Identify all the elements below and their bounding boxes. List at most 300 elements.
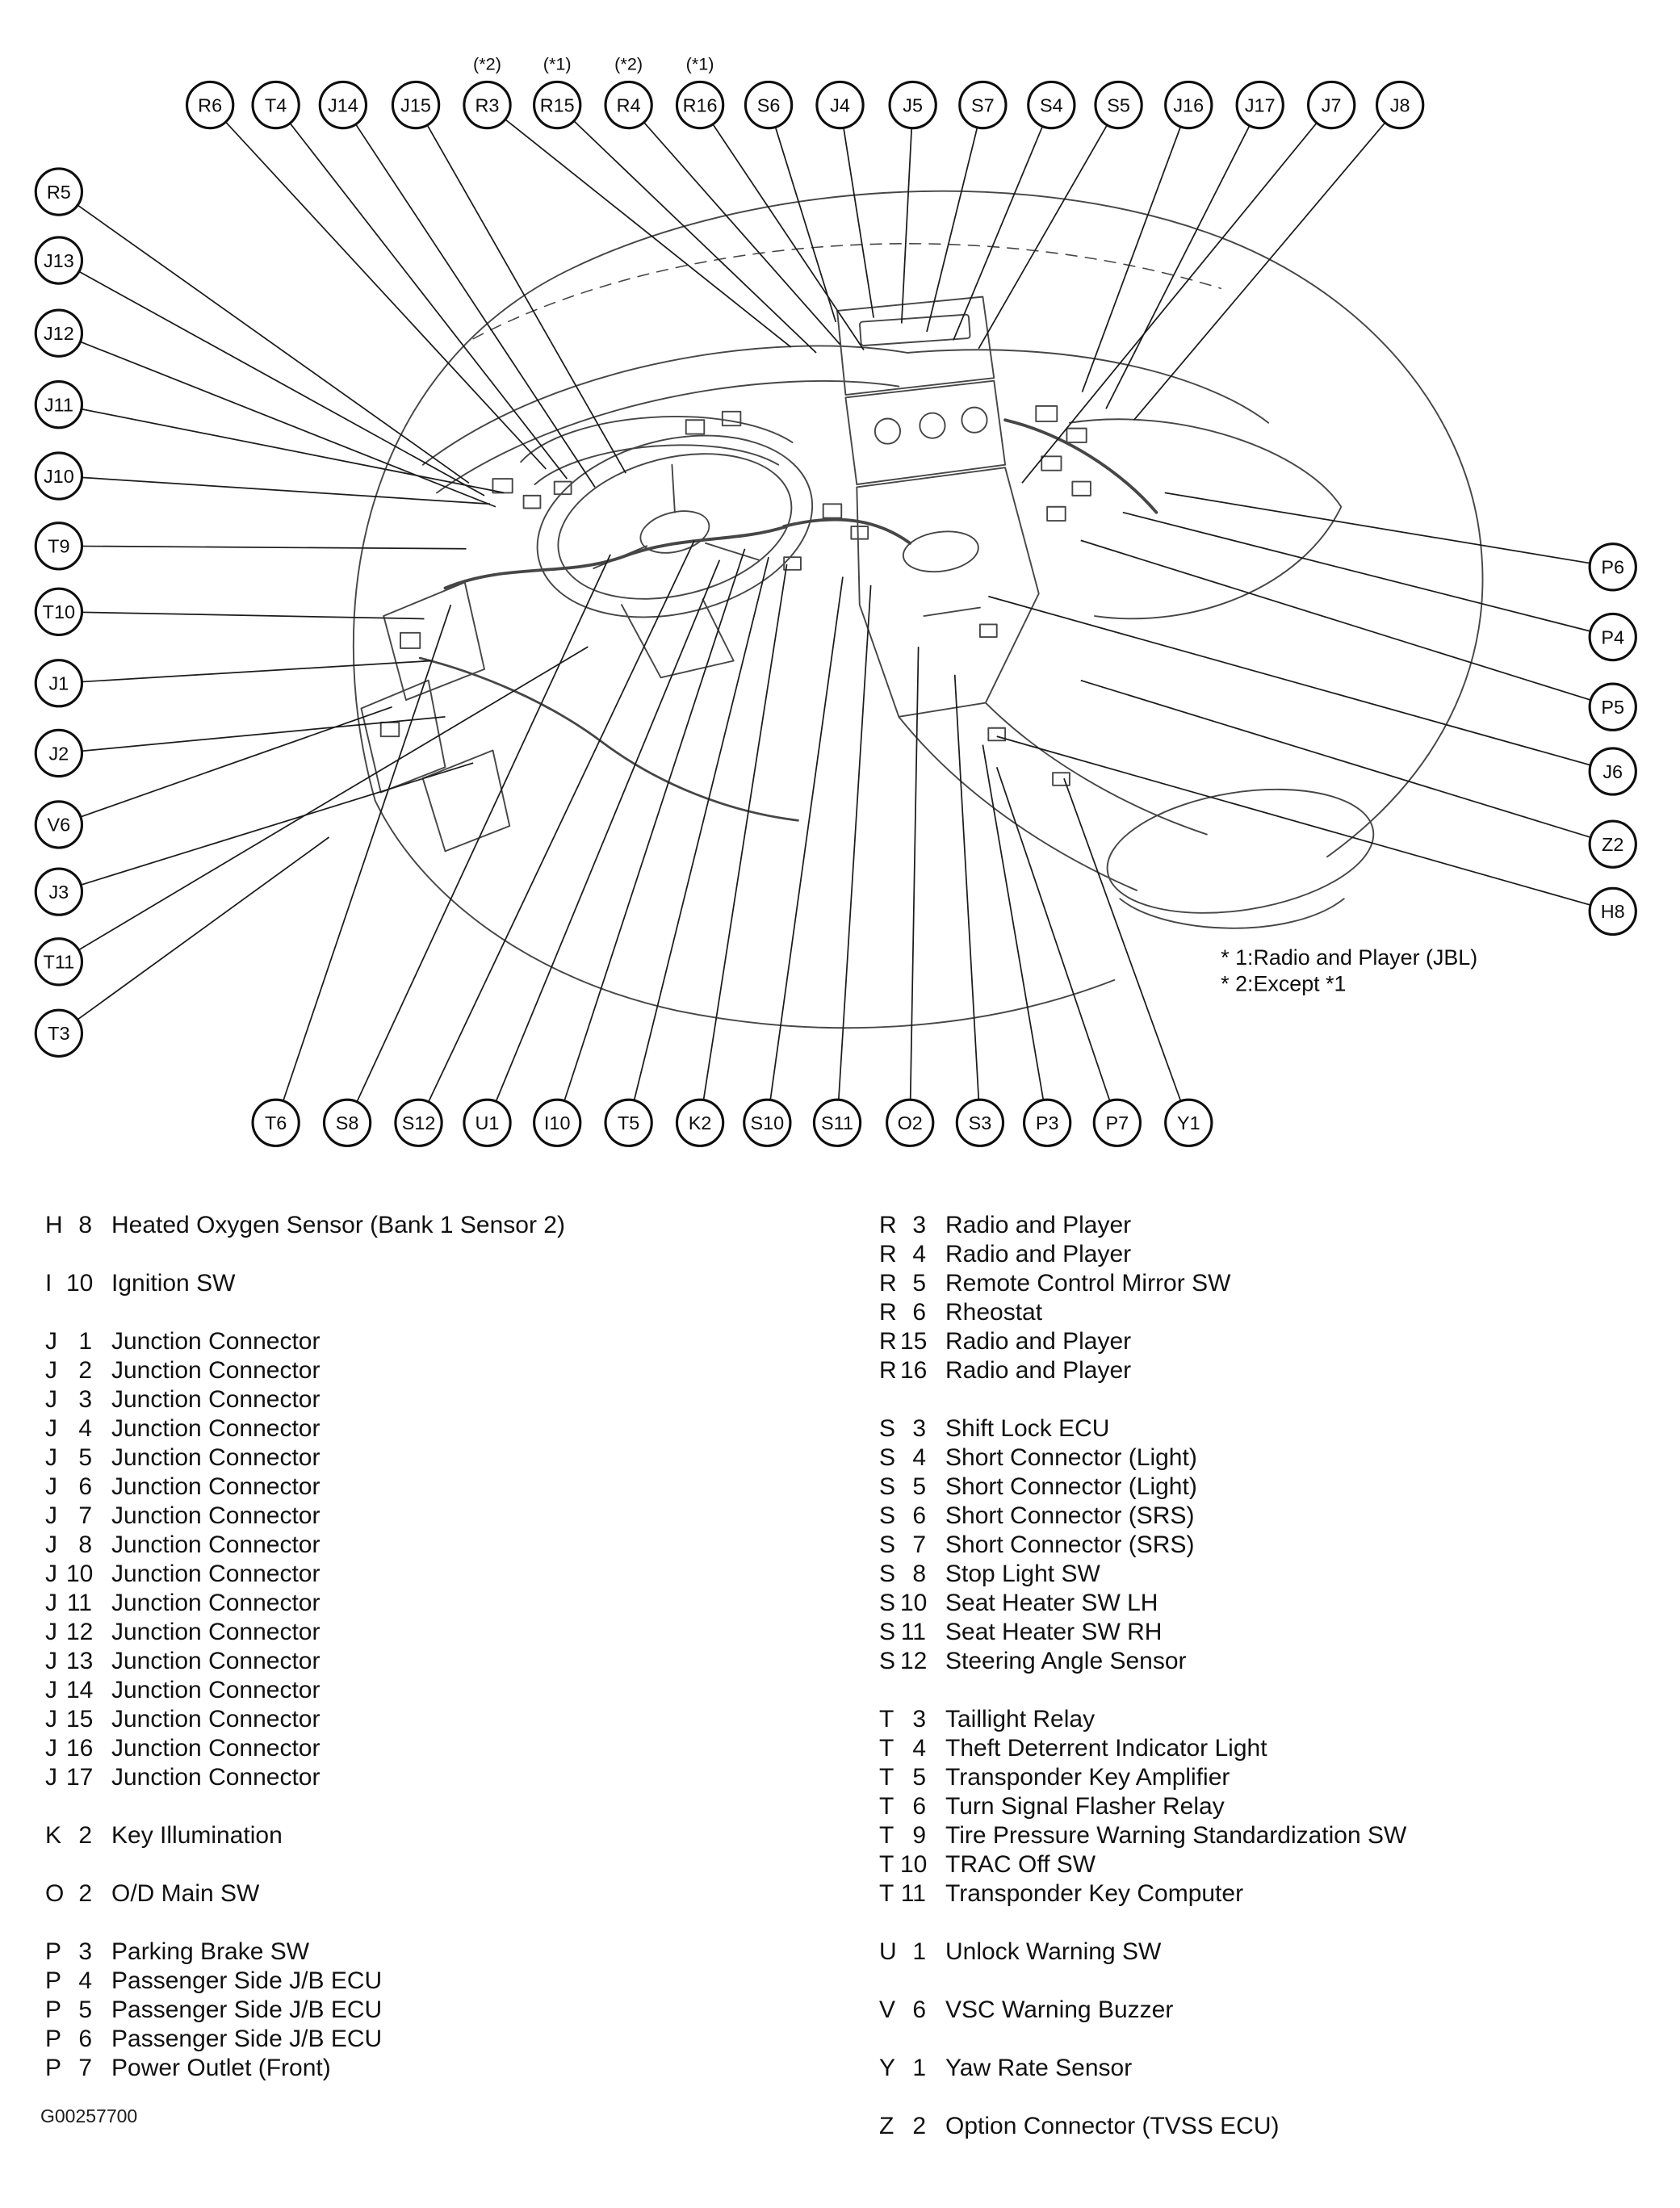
callout-S10 [744, 1100, 790, 1146]
legend-description: Tire Pressure Warning Standardization SW [945, 1822, 1407, 1849]
callout-bubbles [36, 54, 1636, 1146]
callout-J7 [1309, 82, 1355, 128]
legend-entry-T6 [879, 1792, 1644, 1821]
legend-description: Junction Connector [111, 1473, 320, 1500]
legend-code-letter: J [45, 1444, 57, 1471]
legend-description: Junction Connector [111, 1386, 320, 1413]
legend-entry-S4 [879, 1443, 1644, 1473]
callout-label-T4: T4 [264, 94, 287, 116]
callout-J2 [36, 730, 82, 776]
legend-code-number: 12 [66, 1619, 94, 1645]
legend-code-number: 17 [66, 1764, 94, 1791]
callout-label-R16: R16 [682, 94, 718, 116]
legend-description: Steering Angle Sensor [945, 1648, 1187, 1674]
callout-label-J8: J8 [1389, 94, 1410, 116]
legend-code-letter: T [879, 1851, 894, 1878]
legend-entry-T11 [879, 1879, 1644, 1908]
legend-code-letter: S [879, 1502, 896, 1529]
callout-label-P4: P4 [1601, 626, 1625, 648]
legend-code-number: 11 [900, 1880, 926, 1907]
legend-code-letter: J [45, 1415, 57, 1442]
legend-group-P [45, 1938, 879, 2083]
callout-label-U1: U1 [475, 1112, 500, 1134]
callout-label-J6: J6 [1602, 760, 1623, 782]
legend-description: Short Connector (Light) [945, 1444, 1197, 1471]
callout-P5 [1590, 684, 1636, 730]
legend-description: Passenger Side J/B ECU [111, 1996, 383, 2023]
legend-code-number: 10 [900, 1590, 928, 1616]
legend-entry-R6 [879, 1298, 1644, 1327]
legend-code-number: 9 [912, 1822, 926, 1849]
legend-code-number: 2 [912, 2113, 926, 2139]
legend-code-letter: J [45, 1677, 57, 1703]
callout-R5 [36, 169, 82, 215]
legend-code-letter: K [45, 1822, 62, 1849]
legend-description: Seat Heater SW LH [945, 1590, 1158, 1616]
legend-description: Junction Connector [111, 1735, 320, 1762]
callout-J16 [1166, 82, 1212, 128]
legend-entry-P4 [45, 1967, 879, 1996]
legend-code-letter: T [879, 1880, 894, 1907]
legend-entry-J2 [45, 1356, 879, 1385]
callout-U1 [464, 1100, 510, 1146]
legend-description: Power Outlet (Front) [111, 2055, 331, 2081]
legend-description: Remote Control Mirror SW [945, 1270, 1231, 1297]
callout-label-J7: J7 [1321, 94, 1342, 116]
legend-code-letter: R [879, 1241, 897, 1267]
legend-group-O [45, 1879, 879, 1908]
callout-S6 [745, 82, 791, 128]
callout-label-P5: P5 [1601, 697, 1625, 719]
callout-R6 [187, 82, 233, 128]
legend-entry-P3 [45, 1938, 879, 1967]
callout-label-P6: P6 [1601, 556, 1625, 578]
callout-J10 [36, 453, 82, 499]
callout-label-H8: H8 [1600, 901, 1625, 923]
legend-code-number: 5 [78, 1996, 92, 2023]
callout-label-J14: J14 [328, 94, 358, 116]
legend-code-number: 6 [912, 1996, 926, 2023]
legend-entry-T9 [879, 1821, 1644, 1850]
callout-label-S6: S6 [756, 94, 781, 116]
callout-label-J11: J11 [44, 394, 73, 416]
callout-T4 [253, 82, 299, 128]
callout-S3 [957, 1100, 1003, 1146]
legend-description: Junction Connector [111, 1357, 320, 1384]
legend-code-letter: J [45, 1386, 57, 1413]
figure-id: G00257700 [40, 2105, 138, 2126]
legend-entry-R16 [879, 1356, 1644, 1385]
callout-label-S5: S5 [1107, 94, 1130, 116]
legend-code-number: 16 [900, 1357, 928, 1384]
legend-entry-J8 [45, 1531, 879, 1560]
legend-code-letter: R [879, 1299, 897, 1326]
callout-label-Y1: Y1 [1176, 1112, 1200, 1134]
legend-entry-R5 [879, 1269, 1644, 1298]
legend-code-number: 6 [912, 1793, 926, 1820]
legend-description: Junction Connector [111, 1677, 320, 1703]
legend-description: Junction Connector [111, 1444, 320, 1471]
legend-entry-H8 [45, 1211, 879, 1240]
legend-entry-S11 [879, 1618, 1644, 1647]
callout-label-K2: K2 [688, 1112, 712, 1134]
legend-group-K [45, 1821, 879, 1850]
legend-entry-P7 [45, 2054, 879, 2083]
legend-description: Junction Connector [111, 1590, 320, 1616]
legend-entry-T4 [879, 1734, 1644, 1763]
legend-entry-R15 [879, 1327, 1644, 1356]
legend-description: Short Connector (SRS) [945, 1502, 1195, 1529]
legend-code-number: 2 [78, 1880, 92, 1907]
callout-label-S8: S8 [335, 1112, 359, 1134]
callout-label-T9: T9 [48, 535, 70, 557]
legend-entry-J10 [45, 1560, 879, 1589]
legend-code-number: 5 [912, 1764, 926, 1791]
legend-description: Key Illumination [111, 1822, 283, 1849]
callout-J3 [36, 869, 82, 915]
legend-entry-I10 [45, 1269, 879, 1298]
legend-entry-S10 [879, 1589, 1644, 1618]
legend-description: Junction Connector [111, 1415, 320, 1442]
legend-code-letter: S [879, 1648, 896, 1674]
callout-label-R5: R5 [46, 181, 71, 203]
legend-entry-J12 [45, 1618, 879, 1647]
callout-label-Z2: Z2 [1602, 833, 1624, 855]
legend-entry-S5 [879, 1473, 1644, 1502]
callout-I10 [534, 1100, 580, 1146]
legend-code-number: 4 [912, 1735, 926, 1762]
legend-code-letter: S [879, 1415, 896, 1442]
legend-entry-S12 [879, 1647, 1644, 1676]
legend-code-number: 6 [912, 1299, 926, 1326]
legend-description: Transponder Key Amplifier [945, 1764, 1230, 1791]
legend-description: O/D Main SW [111, 1880, 260, 1907]
callout-T3 [36, 1010, 82, 1056]
legend-code-number: 16 [66, 1735, 94, 1762]
callout-label-J13: J13 [43, 249, 74, 271]
legend-group-Y [879, 2054, 1644, 2083]
callout-label-S3: S3 [968, 1112, 992, 1134]
callout-label-J4: J4 [830, 94, 850, 116]
callout-T9 [36, 523, 82, 569]
legend-code-letter: S [879, 1444, 896, 1471]
legend-group-J [45, 1327, 879, 1792]
callout-label-J10: J10 [43, 465, 74, 487]
callout-J14 [320, 82, 366, 128]
legend-code-number: 3 [78, 1938, 92, 1965]
callout-label-J3: J3 [48, 881, 69, 903]
legend-entry-K2 [45, 1821, 879, 1850]
legend-entry-J11 [45, 1589, 879, 1618]
legend-code-letter: J [45, 1357, 57, 1384]
legend-code-number: 4 [912, 1241, 926, 1267]
legend-description: Parking Brake SW [111, 1938, 310, 1965]
callout-label-P3: P3 [1035, 1112, 1059, 1134]
callout-P6 [1590, 544, 1636, 590]
legend-entry-R3 [879, 1211, 1644, 1240]
callout-S12 [396, 1100, 442, 1146]
legend-entry-P5 [45, 1996, 879, 2025]
legend-code-number: 3 [912, 1415, 926, 1442]
callout-label-I10: I10 [543, 1112, 571, 1134]
legend-description: Junction Connector [111, 1328, 320, 1355]
callout-label-S12: S12 [401, 1112, 436, 1134]
callout-note-R15: (*1) [543, 53, 572, 74]
legend-code-number: 6 [912, 1502, 926, 1529]
legend-code-letter: T [879, 1735, 894, 1762]
legend-code-number: 1 [912, 1938, 926, 1965]
legend-code-letter: J [45, 1735, 57, 1762]
legend-code-number: 4 [78, 1415, 92, 1442]
callout-label-T3: T3 [48, 1023, 70, 1045]
callout-label-J2: J2 [48, 743, 69, 765]
legend-description: Short Connector (Light) [945, 1473, 1197, 1500]
legend-description: Unlock Warning SW [945, 1938, 1162, 1965]
callout-S8 [324, 1100, 370, 1146]
legend-code-number: 15 [900, 1328, 928, 1355]
legend-description: Junction Connector [111, 1561, 320, 1587]
footnote-2: * 2:Except *1 [1221, 971, 1347, 996]
callout-R15 [534, 54, 580, 128]
legend-code-number: 3 [912, 1212, 926, 1238]
callout-P4 [1590, 614, 1636, 660]
callout-label-S4: S4 [1040, 94, 1063, 116]
legend-code-letter: P [45, 1996, 62, 2023]
callout-J5 [890, 82, 936, 128]
legend-code-number: 1 [912, 2055, 926, 2081]
legend-code-letter: I [45, 1270, 52, 1297]
legend-description: Junction Connector [111, 1619, 320, 1645]
callout-label-S11: S11 [821, 1112, 853, 1134]
callout-label-R15: R15 [539, 94, 575, 116]
callout-label-T6: T6 [264, 1112, 287, 1134]
legend-entry-J3 [45, 1385, 879, 1414]
legend-entry-R4 [879, 1240, 1644, 1269]
legend-entry-J17 [45, 1763, 879, 1792]
legend-entry-Y1 [879, 2054, 1644, 2083]
callout-S5 [1096, 82, 1142, 128]
legend-code-number: 6 [78, 2026, 92, 2052]
legend-entry-S8 [879, 1560, 1644, 1589]
callout-Y1 [1166, 1100, 1212, 1146]
legend-description: Junction Connector [111, 1502, 320, 1529]
legend-code-number: 6 [78, 1473, 92, 1500]
legend-description: Rheostat [945, 1299, 1043, 1326]
legend-code-number: 4 [912, 1444, 926, 1471]
legend-entry-S6 [879, 1502, 1644, 1531]
callout-label-S7: S7 [971, 94, 995, 116]
legend-code-letter: J [45, 1764, 57, 1791]
legend-description: Radio and Player [945, 1212, 1132, 1238]
legend-description: Turn Signal Flasher Relay [945, 1793, 1225, 1820]
legend-description: TRAC Off SW [945, 1851, 1096, 1878]
legend-group-V [879, 1996, 1644, 2025]
legend-code-number: 11 [66, 1590, 92, 1616]
legend-code-letter: R [879, 1357, 897, 1384]
callout-label-T11: T11 [43, 951, 75, 973]
legend-right-column [879, 1211, 1644, 2170]
callout-label-J16: J16 [1173, 94, 1204, 116]
legend-group-Z [879, 2112, 1644, 2141]
legend-code-letter: T [879, 1764, 894, 1791]
legend-code-letter: S [879, 1619, 896, 1645]
legend-description: VSC Warning Buzzer [945, 1996, 1174, 2023]
legend-entry-O2 [45, 1879, 879, 1908]
legend-entry-U1 [879, 1938, 1644, 1967]
leader-lines [59, 105, 1613, 1123]
legend-group-H [45, 1211, 879, 1240]
callout-J4 [817, 82, 863, 128]
legend-entry-T10 [879, 1850, 1644, 1879]
legend-entry-S3 [879, 1414, 1644, 1443]
legend-code-number: 12 [900, 1648, 928, 1674]
callout-label-T5: T5 [617, 1112, 640, 1134]
legend-code-letter: P [45, 2055, 62, 2081]
legend-entry-P6 [45, 2025, 879, 2054]
legend-entry-J1 [45, 1327, 879, 1356]
legend-code-letter: J [45, 1561, 57, 1587]
callout-label-J15: J15 [400, 94, 431, 116]
legend-group-U [879, 1938, 1644, 1967]
callout-K2 [677, 1100, 723, 1146]
legend-description: Junction Connector [111, 1706, 320, 1732]
callout-label-J17: J17 [1244, 94, 1276, 116]
legend-code-letter: U [879, 1938, 897, 1965]
legend-entry-Z2 [879, 2112, 1644, 2141]
callout-T6 [253, 1100, 299, 1146]
legend-code-letter: P [45, 1967, 62, 1994]
callout-T10 [36, 589, 82, 635]
legend-code-number: 5 [912, 1270, 926, 1297]
legend-code-number: 7 [78, 1502, 92, 1529]
legend-code-letter: S [879, 1531, 896, 1558]
legend-entry-J7 [45, 1502, 879, 1531]
callout-S7 [960, 82, 1006, 128]
legend-code-letter: J [45, 1531, 57, 1558]
legend-code-letter: V [879, 1996, 896, 2023]
callout-label-R3: R3 [475, 94, 500, 116]
callout-S4 [1029, 82, 1075, 128]
callout-J6 [1590, 748, 1636, 794]
callout-J8 [1377, 82, 1423, 128]
legend-code-letter: O [45, 1880, 65, 1907]
callout-J12 [36, 310, 82, 356]
legend-code-number: 14 [66, 1677, 94, 1703]
legend-description: Radio and Player [945, 1241, 1132, 1267]
legend-description: Junction Connector [111, 1764, 320, 1791]
legend-code-letter: T [879, 1706, 894, 1732]
legend-entry-T3 [879, 1705, 1644, 1734]
callout-R16 [677, 54, 723, 128]
legend-code-letter: T [879, 1793, 894, 1820]
legend-code-number: 3 [912, 1706, 926, 1732]
callout-label-V6: V6 [47, 814, 71, 836]
legend-code-number: 8 [78, 1531, 92, 1558]
legend-description: Taillight Relay [945, 1706, 1096, 1732]
callout-T5 [605, 1100, 651, 1146]
legend-code-number: 5 [912, 1473, 926, 1500]
callout-J11 [36, 382, 82, 428]
callout-R4 [605, 54, 651, 128]
legend-code-letter: R [879, 1270, 897, 1297]
callout-label-S10: S10 [750, 1112, 785, 1134]
legend-code-number: 8 [912, 1561, 926, 1587]
callout-label-R6: R6 [198, 94, 223, 116]
legend-entry-V6 [879, 1996, 1644, 2025]
callout-J1 [36, 660, 82, 706]
legend-code-letter: J [45, 1473, 57, 1500]
callout-R3 [464, 54, 510, 128]
legend-code-number: 7 [912, 1531, 926, 1558]
legend-group-T [879, 1705, 1644, 1908]
component-legend [45, 1211, 1644, 2170]
legend-entry-J15 [45, 1705, 879, 1734]
callout-label-J5: J5 [903, 94, 924, 116]
legend-code-letter: J [45, 1328, 57, 1355]
legend-code-letter: T [879, 1822, 894, 1849]
legend-code-letter: S [879, 1473, 896, 1500]
legend-description: Theft Deterrent Indicator Light [945, 1735, 1267, 1762]
legend-description: Radio and Player [945, 1357, 1132, 1384]
callout-note-R3: (*2) [473, 53, 501, 74]
legend-code-number: 15 [66, 1706, 94, 1732]
callout-P3 [1024, 1100, 1070, 1146]
legend-code-letter: S [879, 1590, 896, 1616]
legend-code-number: 10 [900, 1851, 928, 1878]
legend-description: Passenger Side J/B ECU [111, 2026, 383, 2052]
legend-description: Junction Connector [111, 1648, 320, 1674]
legend-description: Ignition SW [111, 1270, 236, 1297]
legend-entry-J14 [45, 1676, 879, 1705]
legend-code-letter: R [879, 1328, 897, 1355]
legend-code-letter: J [45, 1590, 57, 1616]
legend-code-letter: H [45, 1212, 63, 1238]
legend-description: Option Connector (TVSS ECU) [945, 2113, 1280, 2139]
callout-S11 [814, 1100, 860, 1146]
legend-code-letter: J [45, 1706, 57, 1732]
legend-description: Stop Light SW [945, 1561, 1100, 1587]
legend-description: Seat Heater SW RH [945, 1619, 1163, 1645]
legend-description: Yaw Rate Sensor [945, 2055, 1133, 2081]
legend-code-letter: Z [879, 2113, 894, 2139]
legend-code-number: 11 [900, 1619, 926, 1645]
legend-entry-S7 [879, 1531, 1644, 1560]
callout-P7 [1094, 1100, 1140, 1146]
callout-J13 [36, 237, 82, 283]
legend-code-letter: J [45, 1619, 57, 1645]
legend-code-letter: J [45, 1648, 57, 1674]
legend-code-number: 13 [66, 1648, 94, 1674]
legend-description: Radio and Player [945, 1328, 1132, 1355]
legend-description: Short Connector (SRS) [945, 1531, 1195, 1558]
callout-J17 [1237, 82, 1283, 128]
legend-entry-T5 [879, 1763, 1644, 1792]
legend-code-number: 2 [78, 1357, 92, 1384]
legend-code-number: 4 [78, 1967, 92, 1994]
callout-Z2 [1590, 821, 1636, 867]
callout-H8 [1590, 888, 1636, 934]
legend-description: Transponder Key Computer [945, 1880, 1244, 1907]
legend-entry-J6 [45, 1473, 879, 1502]
footnote-1: * 1:Radio and Player (JBL) [1221, 945, 1478, 970]
callout-V6 [36, 802, 82, 848]
legend-code-letter: P [45, 2026, 62, 2052]
legend-code-letter: Y [879, 2055, 896, 2081]
legend-code-number: 5 [78, 1444, 92, 1471]
legend-description: Junction Connector [111, 1531, 320, 1558]
legend-code-letter: R [879, 1212, 897, 1238]
legend-group-R [879, 1211, 1644, 1385]
